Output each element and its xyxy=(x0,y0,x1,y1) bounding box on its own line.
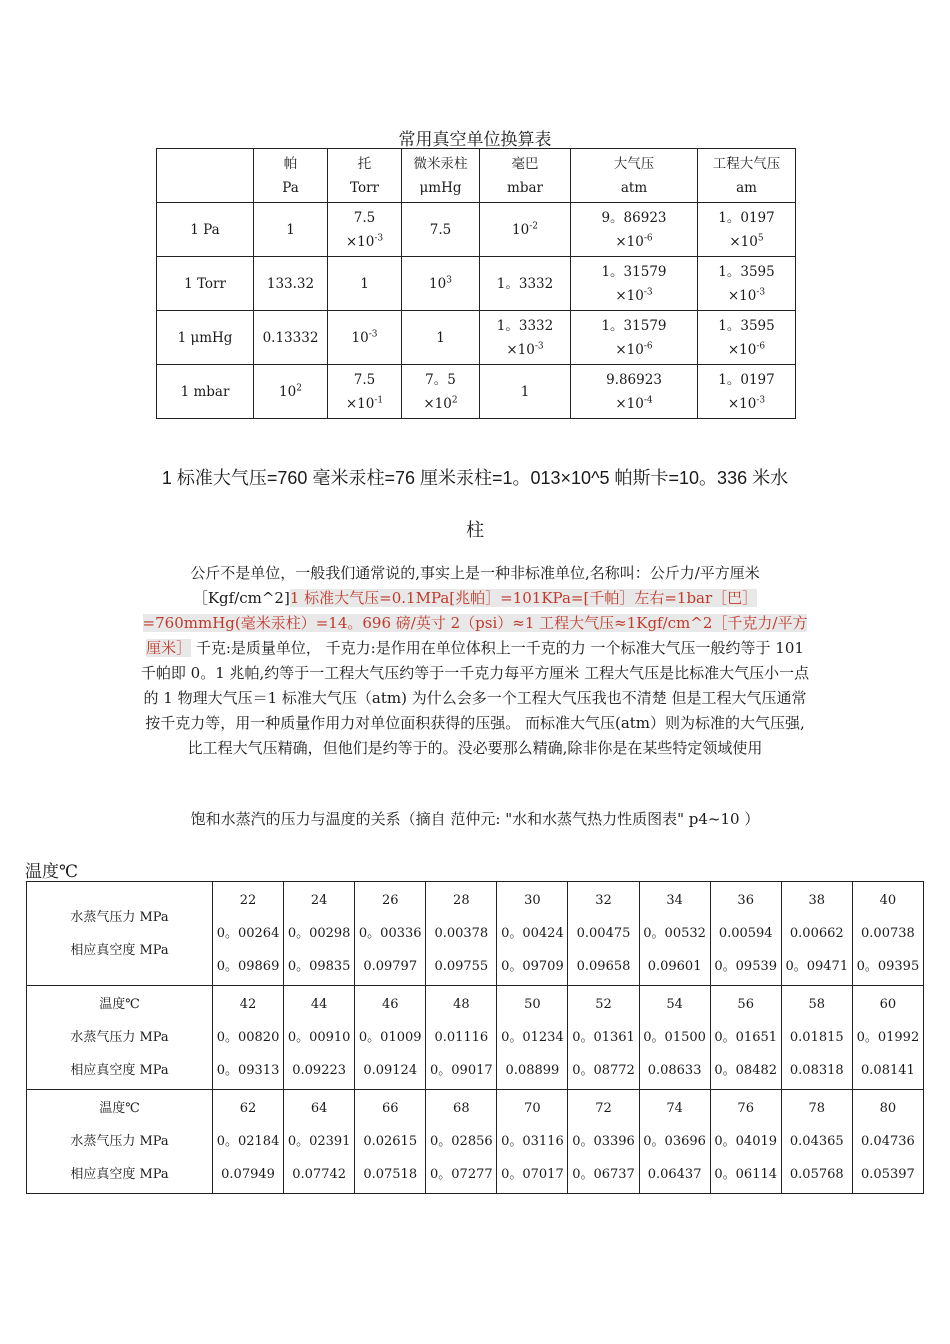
steam-data-column xyxy=(639,986,710,1090)
value-cell xyxy=(402,311,480,365)
vacuum-value: 0。06737 xyxy=(572,1167,635,1182)
pressure-value: 0.00738 xyxy=(861,926,915,941)
value-cell xyxy=(402,203,480,257)
vacuum-value: 0.09223 xyxy=(292,1063,347,1078)
value-exponent: -6 xyxy=(643,341,653,351)
value-cell xyxy=(328,365,402,419)
value-mantissa: 1。31579 xyxy=(601,317,667,334)
pressure-value: 0。01500 xyxy=(643,1030,706,1045)
value-base: ×10 xyxy=(615,287,644,304)
temperature-value: 38 xyxy=(808,893,826,908)
steam-data-column xyxy=(639,1090,710,1194)
pressure-value: 0。00910 xyxy=(287,1030,351,1045)
value-cell xyxy=(571,257,698,311)
value-base: ×10 xyxy=(727,341,757,358)
vacuum-value: 0。09869 xyxy=(216,959,280,974)
vacuum-value: 0.08899 xyxy=(505,1063,560,1078)
steam-data-column xyxy=(781,882,852,986)
temperature-value: 80 xyxy=(879,1101,897,1116)
value-mantissa: 7.5 xyxy=(429,221,452,238)
vacuum-value: 0.07949 xyxy=(221,1167,275,1182)
steam-data-column xyxy=(284,1090,355,1194)
vacuum-value: 0.07742 xyxy=(292,1167,347,1182)
header-cell: 托 Torr xyxy=(328,149,402,203)
pressure-value: 0。03696 xyxy=(643,1134,706,1149)
steam-data-column xyxy=(213,1090,284,1194)
value-mantissa: 1。3595 xyxy=(718,317,775,334)
steam-table-block xyxy=(27,1090,924,1194)
value-exponent: 2 xyxy=(296,383,302,393)
temperature-value: 60 xyxy=(879,997,897,1012)
value-exponent: 2 xyxy=(451,395,458,405)
vacuum-value: 0。09471 xyxy=(785,959,849,974)
temperature-value: 62 xyxy=(239,1101,257,1116)
temperature-value: 64 xyxy=(310,1101,328,1116)
explanation-paragraph xyxy=(140,561,810,761)
vacuum-table-row xyxy=(157,203,796,257)
header-cell xyxy=(157,149,254,203)
pressure-value: 0。04019 xyxy=(714,1134,778,1149)
temperature-value: 78 xyxy=(808,1101,826,1116)
value-cell xyxy=(402,365,480,419)
vacuum-value: 0。09709 xyxy=(501,959,564,974)
steam-data-column xyxy=(710,882,781,986)
value-base: 10 xyxy=(512,221,530,238)
label-vacuum: 相应真空度 MPa xyxy=(70,942,169,958)
steam-data-column xyxy=(710,1090,781,1194)
steam-data-column xyxy=(497,986,568,1090)
steam-row-labels xyxy=(27,986,213,1090)
vacuum-value: 0。09395 xyxy=(856,959,920,974)
vacuum-value: 0.06437 xyxy=(647,1167,702,1182)
pressure-value: 0。00298 xyxy=(287,926,351,941)
value-base: 10 xyxy=(429,275,447,292)
header-cell: 帕 Pa xyxy=(254,149,328,203)
value-base: ×10 xyxy=(345,395,375,412)
value-base: ×10 xyxy=(727,287,757,304)
temperature-value: 32 xyxy=(595,893,612,908)
steam-data-column xyxy=(852,882,923,986)
value-exponent: -3 xyxy=(643,287,653,297)
value-base: ×10 xyxy=(615,341,644,358)
value-base: ×10 xyxy=(423,395,452,412)
paragraph-text-2: 千克:是质量单位， 千克力:是作用在单位体积上一千克的力 一个标准大气压一般约等于 101 千帕即 0。1 兆帕,约等于一工程大气压约等于一千克力每平方厘米 工程大气压是比标准大气压小一点的 1 物理大气压＝1 标准大气压（atm) 为什么会多一个工程大气压我也不清楚 但是工程大气压通常按千克力等，用一种质量作用力对单位面积获得的压强。 而标准大气压(atm）则为标准的大气压强,比工程大气压精确，但他们是约等于的。没必要那么精确,除非你是在某些特定领域使用 xyxy=(140,639,810,757)
vacuum-table-header-row xyxy=(157,149,796,203)
temperature-value: 74 xyxy=(666,1101,683,1116)
vacuum-value: 0.05768 xyxy=(789,1167,844,1182)
row-label: 1 mbar xyxy=(157,365,254,419)
value-exponent: 5 xyxy=(757,233,764,243)
vacuum-value: 0.09124 xyxy=(363,1063,418,1078)
pressure-value: 0。01009 xyxy=(358,1030,422,1045)
value-base: ×10 xyxy=(615,395,644,412)
pressure-value: 0.04736 xyxy=(861,1134,915,1149)
steam-table-title: 饱和水蒸汽的压力与温度的关系（摘自 范仲元: "水和水蒸气热力性质图表" p4~10 ） xyxy=(190,810,760,828)
vacuum-value: 0。06114 xyxy=(714,1167,778,1182)
temperature-value: 70 xyxy=(524,1101,541,1116)
steam-data-column xyxy=(426,1090,497,1194)
pressure-value: 0。01361 xyxy=(572,1030,635,1045)
label-pressure: 水蒸气压力 MPa xyxy=(70,909,169,925)
pressure-value: 0.01116 xyxy=(434,1030,489,1045)
temperature-value: 68 xyxy=(453,1101,470,1116)
pressure-value: 0。00336 xyxy=(358,926,422,941)
vacuum-value: 0.09658 xyxy=(576,959,631,974)
vacuum-value: 0。09017 xyxy=(430,1063,493,1078)
value-mantissa: 1。0197 xyxy=(718,371,775,388)
value-mantissa: 1。3332 xyxy=(496,275,554,292)
value-cell xyxy=(571,365,698,419)
vacuum-table-title: 常用真空单位换算表 xyxy=(398,130,552,150)
vacuum-value: 0.08633 xyxy=(647,1063,702,1078)
label-pressure: 水蒸气压力 MPa xyxy=(70,1134,169,1149)
label-temperature: 温度℃ xyxy=(99,1101,140,1116)
value-mantissa: 1。3595 xyxy=(718,263,775,280)
value-exponent: -4 xyxy=(643,395,653,405)
steam-data-column xyxy=(568,986,639,1090)
value-cell xyxy=(402,257,480,311)
steam-data-column xyxy=(426,986,497,1090)
pressure-value: 0。00820 xyxy=(216,1030,280,1045)
value-exponent: -3 xyxy=(756,287,766,297)
steam-data-column xyxy=(426,882,497,986)
label-vacuum: 相应真空度 MPa xyxy=(70,1167,169,1182)
steam-data-column xyxy=(710,986,781,1090)
header-cell: 毫巴 mbar xyxy=(480,149,571,203)
temperature-heading: 温度℃ xyxy=(25,862,79,882)
value-base: ×10 xyxy=(345,233,375,250)
paragraph-text-1: 公斤不是单位，一般我们通常说的,事实上是一种非标准单位,名称叫：公斤力/平方厘米［Kgf/cm^2] xyxy=(190,564,760,607)
value-base: 10 xyxy=(279,383,297,400)
vacuum-value: 0。09313 xyxy=(216,1063,280,1078)
pressure-value: 0.00594 xyxy=(718,926,773,941)
value-cell xyxy=(698,365,796,419)
steam-data-column xyxy=(568,882,639,986)
header-cell: 工程大气压 am xyxy=(698,149,796,203)
steam-data-column xyxy=(213,986,284,1090)
value-mantissa: 0.13332 xyxy=(262,329,319,346)
vacuum-value: 0.08318 xyxy=(789,1063,844,1078)
formula-line-2: 柱 xyxy=(466,520,484,540)
vacuum-value: 0.09601 xyxy=(647,959,702,974)
vacuum-value: 0。09835 xyxy=(287,959,351,974)
label-vacuum: 相应真空度 MPa xyxy=(70,1063,169,1078)
value-mantissa: 1 xyxy=(286,221,295,238)
value-cell xyxy=(328,311,402,365)
pressure-value: 0.00662 xyxy=(789,926,844,941)
pressure-value: 0。03116 xyxy=(501,1134,564,1149)
header-cell: 微米汞柱 μmHg xyxy=(402,149,480,203)
temperature-value: 22 xyxy=(239,893,257,908)
pressure-value: 0。01234 xyxy=(501,1030,564,1045)
value-cell xyxy=(480,203,571,257)
steam-data-column xyxy=(355,882,426,986)
temperature-value: 46 xyxy=(381,997,399,1012)
steam-data-column xyxy=(852,986,923,1090)
value-cell xyxy=(480,365,571,419)
atmosphere-formula xyxy=(140,452,810,556)
value-mantissa: 1 xyxy=(360,275,369,292)
vacuum-table-row xyxy=(157,257,796,311)
temperature-value: 50 xyxy=(524,997,541,1012)
temperature-value: 56 xyxy=(737,997,754,1012)
value-exponent: -2 xyxy=(529,221,538,231)
steam-data-column xyxy=(284,882,355,986)
value-cell xyxy=(571,203,698,257)
steam-row-labels xyxy=(27,1090,213,1194)
steam-data-column xyxy=(497,882,568,986)
temperature-value: 40 xyxy=(879,893,897,908)
vacuum-table-row xyxy=(157,365,796,419)
steam-data-column xyxy=(355,1090,426,1194)
steam-data-column xyxy=(497,1090,568,1194)
steam-table-block xyxy=(27,986,924,1090)
temperature-value: 30 xyxy=(524,893,541,908)
row-label: 1 Torr xyxy=(157,257,254,311)
temperature-value: 26 xyxy=(381,893,399,908)
steam-data-column xyxy=(781,1090,852,1194)
steam-data-column xyxy=(568,1090,639,1194)
value-base: ×10 xyxy=(729,233,758,250)
value-cell xyxy=(254,257,328,311)
label-temperature: 温度℃ xyxy=(99,997,140,1012)
value-base: ×10 xyxy=(727,395,757,412)
value-mantissa: 1。0197 xyxy=(718,209,775,226)
value-mantissa: 9.86923 xyxy=(606,371,662,388)
steam-data-column xyxy=(213,882,284,986)
value-cell xyxy=(698,311,796,365)
temperature-value: 34 xyxy=(666,893,683,908)
temperature-value: 52 xyxy=(595,997,612,1012)
value-mantissa: 1 xyxy=(520,383,530,400)
value-cell xyxy=(480,257,571,311)
pressure-value: 0.00378 xyxy=(434,926,489,941)
vacuum-value: 0。07017 xyxy=(501,1167,564,1182)
temperature-value: 24 xyxy=(310,893,328,908)
pressure-value: 0。02391 xyxy=(287,1134,351,1149)
vacuum-value: 0.07518 xyxy=(363,1167,418,1182)
vacuum-value: 0.05397 xyxy=(861,1167,915,1182)
vacuum-unit-table xyxy=(156,148,796,419)
value-exponent: -3 xyxy=(368,329,378,339)
steam-pressure-table xyxy=(26,881,924,1194)
vacuum-value: 0。08482 xyxy=(714,1063,778,1078)
value-cell xyxy=(328,203,402,257)
vacuum-value: 0。08772 xyxy=(572,1063,635,1078)
value-cell xyxy=(480,311,571,365)
row-label: 1 μmHg xyxy=(157,311,254,365)
temperature-value: 58 xyxy=(808,997,826,1012)
vacuum-value: 0。09539 xyxy=(714,959,778,974)
value-cell xyxy=(254,365,328,419)
temperature-value: 28 xyxy=(453,893,470,908)
steam-data-column xyxy=(781,986,852,1090)
value-exponent: 3 xyxy=(446,275,452,285)
steam-row-labels xyxy=(27,882,213,986)
value-cell xyxy=(698,257,796,311)
value-exponent: -3 xyxy=(534,341,544,351)
value-cell xyxy=(698,203,796,257)
temperature-value: 44 xyxy=(310,997,328,1012)
value-base: ×10 xyxy=(615,233,644,250)
pressure-value: 0.00475 xyxy=(576,926,631,941)
value-exponent: -3 xyxy=(374,233,384,243)
vacuum-table-row xyxy=(157,311,796,365)
formula-line-1: 1 标准大气压=760 毫米汞柱=76 厘米汞柱=1。013×10^5 帕斯卡=10。336 米水 xyxy=(161,468,789,488)
value-cell xyxy=(328,257,402,311)
steam-data-column xyxy=(355,986,426,1090)
temperature-value: 66 xyxy=(381,1101,399,1116)
steam-data-column xyxy=(639,882,710,986)
pressure-value: 0。02184 xyxy=(216,1134,280,1149)
value-exponent: -1 xyxy=(374,395,384,405)
pressure-value: 0。02856 xyxy=(430,1134,493,1149)
temperature-value: 42 xyxy=(239,997,257,1012)
pressure-value: 0.04365 xyxy=(789,1134,844,1149)
value-base: ×10 xyxy=(506,341,535,358)
value-base: 10 xyxy=(351,329,369,346)
pressure-value: 0。01651 xyxy=(714,1030,778,1045)
value-mantissa: 133.32 xyxy=(266,275,315,292)
label-pressure: 水蒸气压力 MPa xyxy=(70,1030,169,1045)
temperature-value: 76 xyxy=(737,1101,754,1116)
pressure-value: 0.01815 xyxy=(789,1030,844,1045)
pressure-value: 0.02615 xyxy=(363,1134,418,1149)
value-cell xyxy=(254,203,328,257)
pressure-value: 0。00264 xyxy=(216,926,280,941)
pressure-value: 0。01992 xyxy=(856,1030,920,1045)
header-cell: 大气压 atm xyxy=(571,149,698,203)
temperature-value: 36 xyxy=(737,893,754,908)
value-exponent: -6 xyxy=(756,341,766,351)
steam-table-block xyxy=(27,882,924,986)
temperature-value: 48 xyxy=(453,997,470,1012)
pressure-value: 0。00532 xyxy=(643,926,706,941)
pressure-value: 0。00424 xyxy=(501,926,564,941)
highlighted-text: 1 标准大气压=0.1MPa[兆帕］=101KPa=[千帕］左右=1bar［巴］=760mmHg(毫米汞柱）=14。696 磅/英寸 2（psi）≈1 工程大气压≈1Kgf/cm^2［千克力/平方厘米］ xyxy=(142,589,808,657)
pressure-value: 0。03396 xyxy=(572,1134,635,1149)
steam-data-column xyxy=(284,986,355,1090)
vacuum-value: 0.09755 xyxy=(434,959,489,974)
vacuum-value: 0.08141 xyxy=(861,1063,915,1078)
value-cell xyxy=(254,311,328,365)
steam-data-column xyxy=(852,1090,923,1194)
value-mantissa: 7.5 xyxy=(353,371,376,388)
vacuum-value: 0.09797 xyxy=(363,959,418,974)
value-mantissa: 1。3332 xyxy=(496,317,554,334)
value-mantissa: 7.5 xyxy=(353,209,376,226)
value-mantissa: 1。31579 xyxy=(601,263,667,280)
vacuum-value: 0。07277 xyxy=(430,1167,493,1182)
row-label: 1 Pa xyxy=(157,203,254,257)
temperature-value: 54 xyxy=(666,997,683,1012)
value-exponent: -3 xyxy=(756,395,766,405)
value-mantissa: 7。5 xyxy=(425,371,456,388)
value-mantissa: 9。86923 xyxy=(601,209,667,226)
value-exponent: -6 xyxy=(643,233,653,243)
value-mantissa: 1 xyxy=(436,329,445,346)
value-cell xyxy=(571,311,698,365)
temperature-value: 72 xyxy=(595,1101,612,1116)
